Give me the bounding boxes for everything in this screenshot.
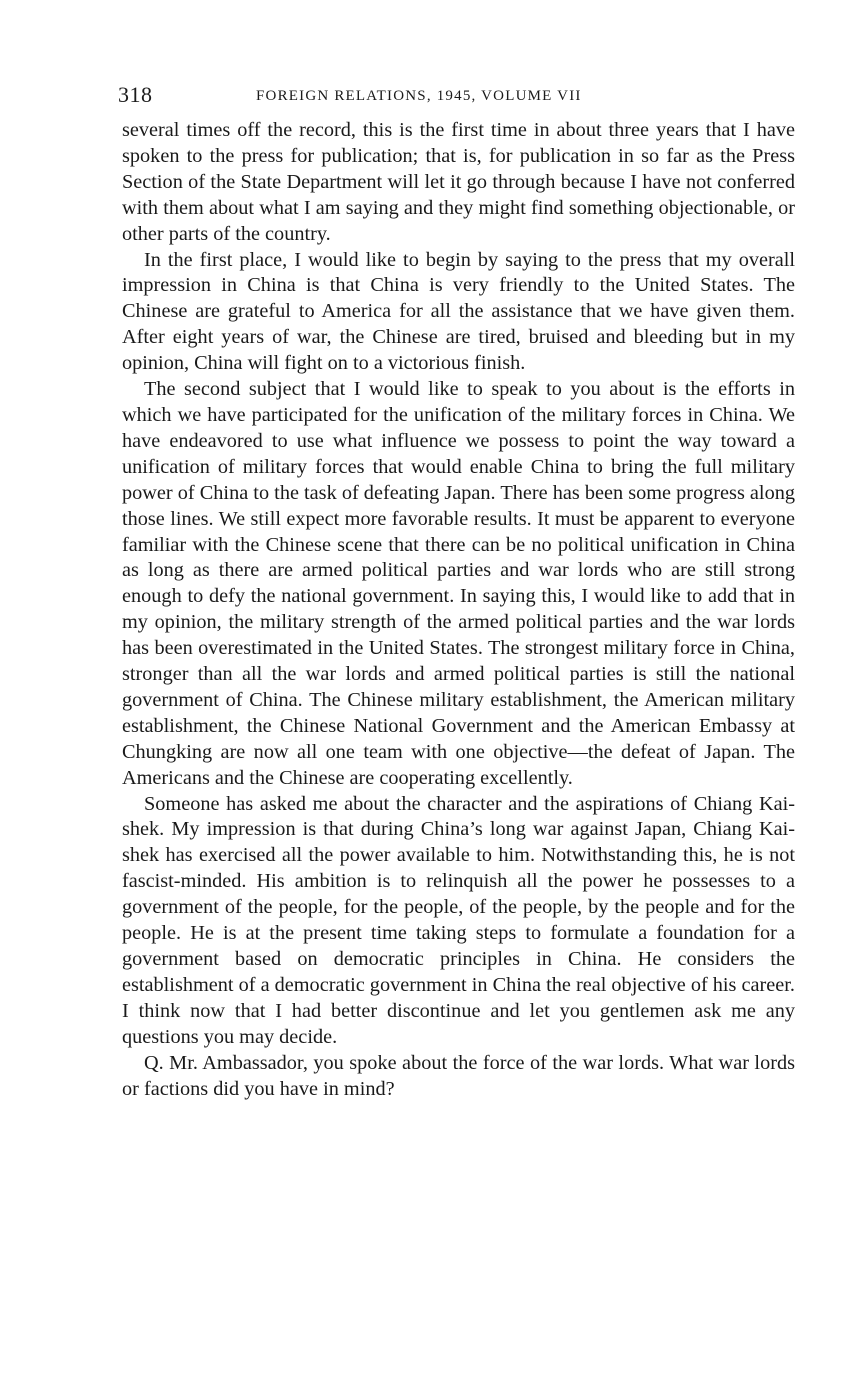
- paragraph-chiang-kai-shek: Someone has asked me about the character and the aspirations of Chiang Kai-shek. My impression is that during China’s long war against Japan, Chiang Kai-shek has exercised all the power available to him. Notwithstanding this, he is not fascist-minded. His ambition is to relinquish all the power he possesses to a government of the people, for the people, of the people, by the people and for the people. He is at the present time taking steps to formulate a foundation for a government based on democratic principles in China. He considers the establishment of a democratic government in China the real objective of his career. I think now that I had better discontinue and let you gentlemen ask me any questions you may decide.: [122, 792, 795, 1048]
- paragraph-question: Q. Mr. Ambassador, you spoke about the force of the war lords. What war lords or factions did you have in mind?: [122, 1051, 795, 1100]
- running-header: [118, 78, 795, 112]
- paragraph-military-unification: The second subject that I would like to speak to you about is the efforts in which we have participated for the unification of the military forces in China. We have endeavored to use what influence we possess to point the way toward a unification of military forces that would enable China to bring the full military power of China to the task of defeating Japan. There has been some progress along those lines. We still expect more favorable results. It must be apparent to everyone familiar with the Chinese scene that there can be no political unification in China as long as there are armed political parties and war lords who are still strong enough to defy the national government. In saying this, I would like to add that in my opinion, the military strength of the armed political parties and the war lords has been overestimated in the United States. The strongest military force in China, stronger than all the war lords and armed political parties is still the national government of China. The Chinese military establishment, the American military establishment, the Chinese National Government and the American Embassy at Chungking are now all one team with one objective—the defeat of Japan. The Americans and the Chinese are cooperating excellently.: [122, 378, 795, 789]
- running-title: FOREIGN RELATIONS, 1945, VOLUME VII: [256, 88, 582, 104]
- document-page: [118, 78, 795, 1102]
- paragraph-overall-impression: In the first place, I would like to begin by saying to the press that my overall impression in China is that China is very friendly to the United States. The Chinese are grateful to America for all the assistance that we have given them. After eight years of war, the Chinese are tired, bruised and bleeding but in my opinion, China will fight on to a victorious finish.: [122, 248, 795, 375]
- page-number: 318: [118, 82, 153, 107]
- document-body: [122, 118, 795, 1102]
- paragraph-continued: several times off the record, this is the first time in about three years that I have spoken to the press for publication; that is, for publication in so far as the Press Section of the State Department will let it go through because I have not conferred with them about what I am saying and they might find something objectionable, or other parts of the country.: [122, 119, 795, 245]
